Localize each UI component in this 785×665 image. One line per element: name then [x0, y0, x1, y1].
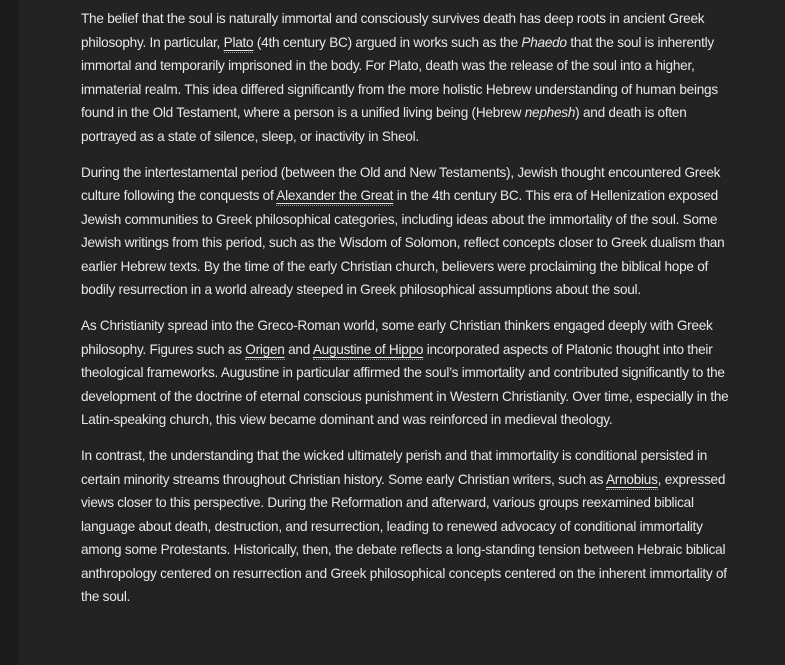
italic-text: Phaedo — [521, 34, 567, 50]
text-run: (4th century BC) argued in works such as the — [253, 34, 522, 50]
hyperlink[interactable]: Origen — [245, 342, 284, 360]
text-run: As Christianity spread into the Greco-Roman world, some early Christian thinkers engaged deeply with Greek philosophy. Figures such as — [81, 318, 713, 357]
text-run: , expressed views closer to this perspective. During the Reformation and afterward, various groups reexamined biblical language about death, destruction, and resurrection, leading to renewed advocacy of conditional immortality among some Protestants. Historically, then, the debate reflects a long-standing tension between Hebraic biblical anthropology centered on resurrection and Greek philosophical concepts centered on the inherent immortality of the soul. — [81, 471, 727, 604]
italic-text: nephesh — [524, 105, 576, 120]
text-run: and — [284, 341, 313, 357]
text-run: ) and death is often portrayed as a state of silence, sleep, or inactivity in Sheol. — [81, 105, 687, 144]
text-run: that the soul is inherently immortal and temporarily imprisoned in the body. For Plato, death was the release of the soul into a higher, immaterial realm. This idea differed significantly from the more holistic Hebrew understanding of human beings found in the Old Testament, where a person is a unified living being (Hebrew — [81, 34, 718, 120]
left-gutter — [0, 0, 18, 665]
text-run: The belief that the soul is naturally immortal and consciously survives death has deep roots in ancient Greek philosophy. In particular, — [81, 11, 705, 50]
paragraph-intertestamental — [81, 161, 729, 302]
paragraph-conditional-immortality — [81, 444, 729, 609]
paragraph-christianity-spread — [81, 314, 729, 432]
document-content — [81, 7, 729, 609]
hyperlink[interactable]: Alexander the Great — [276, 188, 393, 206]
paragraph-greek-philosophy — [81, 7, 729, 148]
hyperlink[interactable]: Plato — [224, 35, 254, 53]
text-run: in the 4th century BC. This era of Hellenization exposed Jewish communities to Greek philosophical categories, including ideas about the immortality of the soul. Some Jewish writings from this period, such as the Wisdom of Solomon, reflect concepts closer to Greek dualism than earlier Hebrew texts. By the time of the early Christian church, believers were proclaiming the biblical hope of bodily resurrection in a world already steeped in Greek philosophical assumptions about the soul. — [81, 188, 725, 297]
text-run: In contrast, the understanding that the wicked ultimately perish and that immortality is conditional persisted in certain minority streams throughout Christian history. Some early Christian writers, such as — [81, 448, 708, 487]
text-run: incorporated aspects of Platonic thought into their theological frameworks. Augustine in particular affirmed the soul’s immortality and contributed significantly to the development of the doctrine of eternal conscious punishment in Western Christianity. Over time, especially in the Latin-speaking church, this view became dominant and was reinforced in medieval theology. — [81, 341, 729, 427]
hyperlink[interactable]: Arnobius — [606, 472, 658, 490]
text-run: During the intertestamental period (between the Old and New Testaments), Jewish thought encountered Greek culture following the conquests of — [81, 164, 721, 203]
hyperlink[interactable]: Augustine of Hippo — [313, 342, 423, 360]
